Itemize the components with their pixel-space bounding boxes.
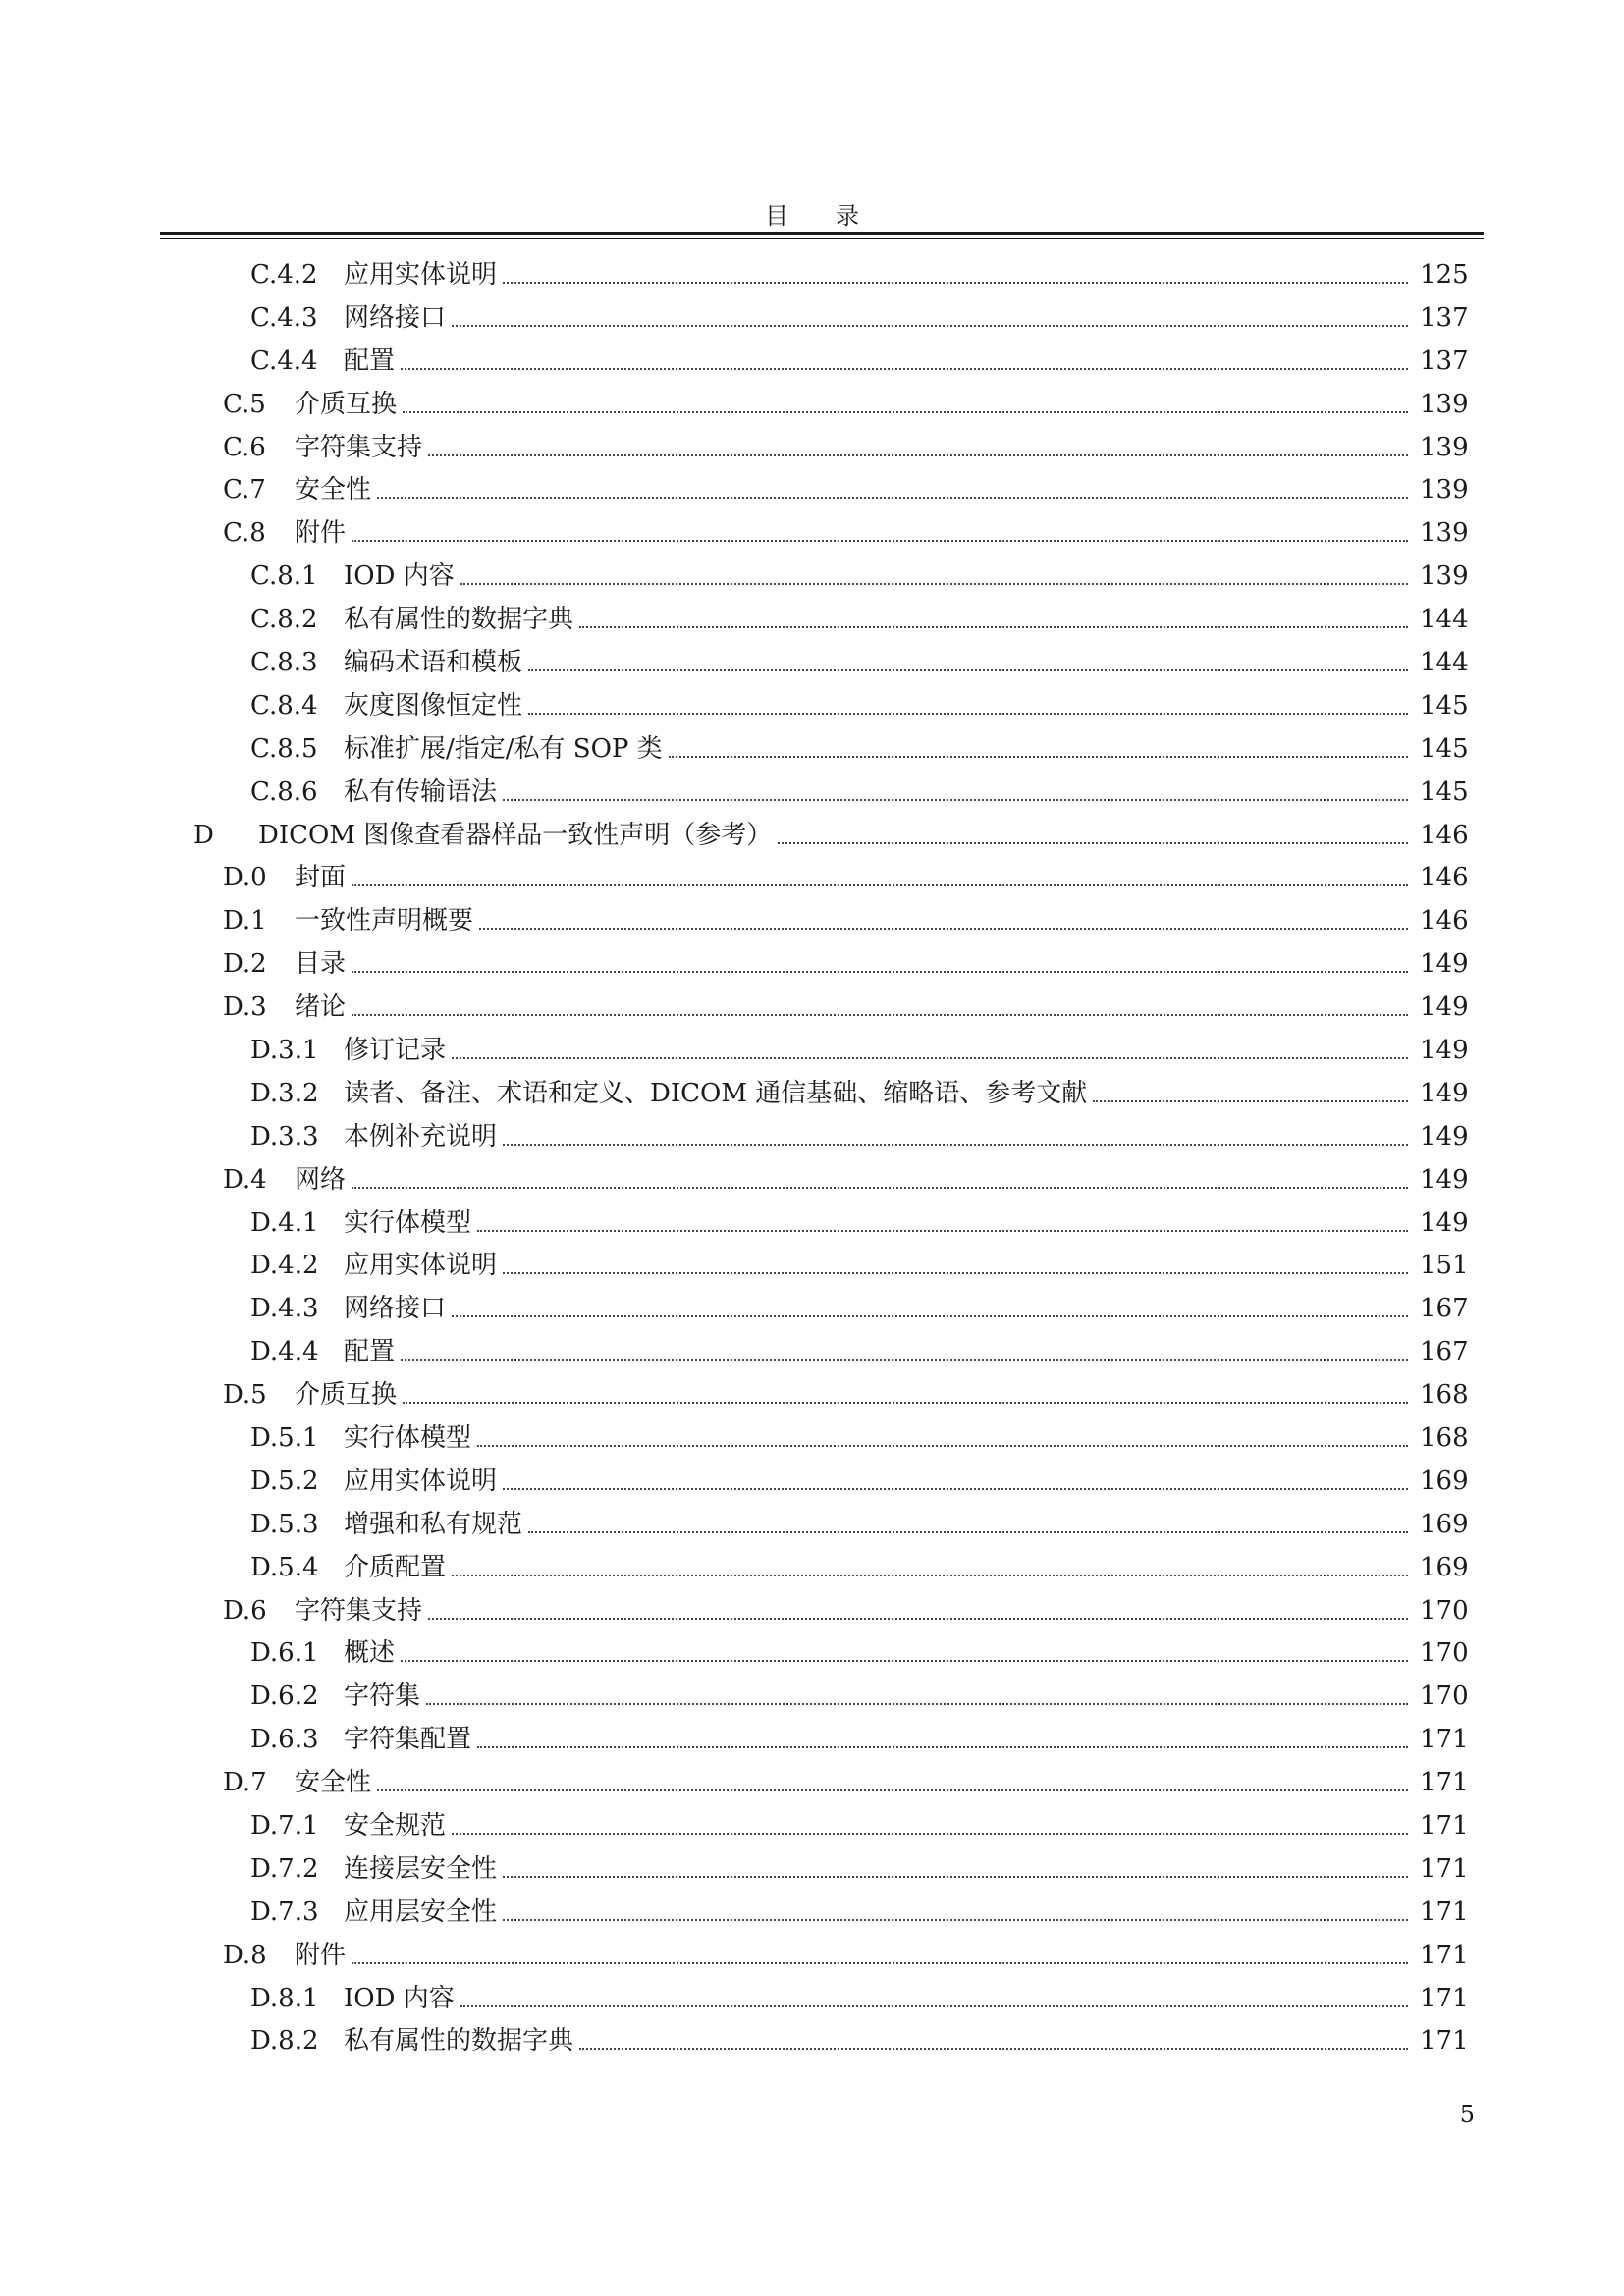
toc-entry-title: 实行体模型 — [344, 1422, 472, 1453]
toc-dot-leader — [503, 282, 1408, 284]
toc-entry-page: 171 — [1420, 1768, 1469, 1798]
toc-entry[interactable] — [0, 1632, 1624, 1676]
toc-dot-leader — [503, 1919, 1408, 1921]
toc-entry-page: 146 — [1420, 863, 1469, 893]
toc-dot-leader — [377, 1789, 1408, 1791]
toc-entry-page: 139 — [1420, 561, 1469, 592]
toc-entry-page: 169 — [1420, 1466, 1469, 1496]
toc-dot-leader — [401, 1359, 1408, 1361]
toc-entry-page: 139 — [1420, 518, 1469, 549]
toc-entry-page: 145 — [1420, 690, 1469, 721]
toc-dot-leader — [477, 1746, 1408, 1748]
toc-entry-page: 151 — [1420, 1251, 1469, 1281]
toc-dot-leader — [403, 411, 1408, 413]
toc-dot-leader — [579, 2048, 1408, 2050]
toc-entry[interactable] — [0, 1589, 1624, 1632]
toc-dot-leader — [460, 2005, 1408, 2007]
toc-entry-title: 附件 — [295, 1940, 347, 1970]
toc-entry-title: 增强和私有规范 — [344, 1509, 523, 1539]
toc-entry-page: 149 — [1420, 1164, 1469, 1195]
toc-entry-title: 介质互换 — [295, 1380, 398, 1411]
toc-entry-title: 安全性 — [295, 475, 372, 506]
toc-entry[interactable] — [0, 684, 1624, 727]
toc-entry-title: 一致性声明概要 — [295, 906, 474, 936]
toc-entry-number: D.0 — [223, 863, 267, 893]
toc-entry-number: D.1 — [223, 906, 267, 936]
toc-entry-page: 149 — [1420, 949, 1469, 980]
toc-entry[interactable] — [0, 1244, 1624, 1287]
toc-entry-number: D.5.4 — [250, 1552, 319, 1582]
toc-entry-title: 应用实体说明 — [344, 259, 498, 290]
toc-entry[interactable] — [0, 986, 1624, 1029]
toc-entry-number: C.6 — [223, 432, 266, 462]
toc-entry-page: 137 — [1420, 302, 1469, 333]
toc-entry-title: 介质互换 — [295, 389, 398, 419]
toc-entry[interactable] — [0, 1977, 1624, 2020]
toc-entry-number: C.8.3 — [250, 647, 318, 677]
toc-entry-page: 146 — [1420, 820, 1469, 850]
toc-entry-page: 139 — [1420, 475, 1469, 506]
toc-entry-title: 配置 — [344, 346, 396, 376]
toc-entry-page: 144 — [1420, 647, 1469, 677]
toc-entry[interactable] — [0, 1718, 1624, 1761]
toc-entry[interactable] — [0, 1416, 1624, 1460]
toc-dot-leader — [452, 1833, 1408, 1835]
header-title-char: 目 — [765, 202, 788, 230]
toc-dot-leader — [528, 713, 1408, 715]
toc-dot-leader — [352, 1962, 1408, 1964]
toc-entry-number: D.7.1 — [250, 1811, 319, 1841]
toc-entry[interactable] — [0, 296, 1624, 340]
toc-entry[interactable] — [0, 727, 1624, 771]
toc-entry-number: D.3.1 — [250, 1035, 319, 1065]
toc-entry-page: 144 — [1420, 605, 1469, 635]
toc-entry[interactable] — [0, 1804, 1624, 1847]
toc-entry-page: 145 — [1420, 776, 1469, 807]
toc-dot-leader — [377, 497, 1408, 499]
toc-dot-leader — [669, 756, 1408, 758]
toc-dot-leader — [460, 583, 1408, 585]
toc-entry-number: D.2 — [223, 949, 267, 980]
toc-entry-title: 私有属性的数据字典 — [344, 605, 574, 635]
toc-dot-leader — [428, 454, 1408, 456]
toc-entry[interactable] — [0, 1201, 1624, 1245]
header-title-char: 录 — [836, 202, 859, 230]
toc-dot-leader — [352, 884, 1408, 886]
toc-entry-number: C.7 — [223, 475, 266, 506]
toc-dot-leader — [401, 1660, 1408, 1662]
toc-entry-number: C.4.2 — [250, 259, 318, 290]
toc-dot-leader — [352, 1014, 1408, 1016]
toc-dot-leader — [452, 325, 1408, 327]
toc-dot-leader — [579, 626, 1408, 628]
toc-dot-leader — [401, 368, 1408, 370]
toc-entry[interactable] — [0, 1934, 1624, 1977]
toc-dot-leader — [352, 1187, 1408, 1189]
toc-entry[interactable] — [0, 856, 1624, 899]
toc-entry-title: 应用层安全性 — [344, 1896, 498, 1927]
toc-entry-number: C.5 — [223, 389, 266, 419]
toc-entry[interactable] — [0, 426, 1624, 469]
toc-entry-title: 应用实体说明 — [344, 1466, 498, 1496]
toc-dot-leader — [352, 971, 1408, 973]
toc-entry-page: 171 — [1420, 1725, 1469, 1755]
page-number: 5 — [1459, 2101, 1475, 2128]
toc-entry-number: D.6 — [223, 1595, 267, 1626]
toc-entry-number: C.8 — [223, 518, 266, 549]
toc-dot-leader — [426, 1703, 1408, 1705]
toc-entry-page: 149 — [1420, 1207, 1469, 1238]
toc-entry-page: 170 — [1420, 1638, 1469, 1669]
toc-entry-title: 连接层安全性 — [344, 1853, 498, 1884]
toc-dot-leader — [477, 1230, 1408, 1232]
toc-entry-title: 本例补充说明 — [344, 1121, 498, 1151]
toc-entry-page: 170 — [1420, 1682, 1469, 1712]
toc-entry-title: 字符集 — [344, 1682, 421, 1712]
toc-entry-title: 字符集配置 — [344, 1725, 472, 1755]
toc-entry[interactable] — [0, 1115, 1624, 1158]
toc-dot-leader — [477, 1445, 1408, 1447]
toc-entry-number: C.4.4 — [250, 346, 318, 376]
toc-entry-title: 读者、备注、术语和定义、DICOM 通信基础、缩略语、参考文献 — [344, 1078, 1088, 1108]
toc-dot-leader — [479, 928, 1408, 930]
toc-entry-number: D.8 — [223, 1940, 267, 1970]
toc-entry-page: 137 — [1420, 346, 1469, 376]
toc-entry-number: D.4.2 — [250, 1251, 319, 1281]
toc-entry[interactable] — [0, 340, 1624, 383]
toc-entry-page: 139 — [1420, 432, 1469, 462]
toc-entry-title: 网络 — [295, 1164, 347, 1195]
toc-entry-page: 145 — [1420, 733, 1469, 764]
toc-entry-title: 封面 — [295, 863, 347, 893]
toc-entry-page: 171 — [1420, 1940, 1469, 1970]
toc-entry-number: C.8.5 — [250, 733, 318, 764]
toc-dot-leader — [528, 669, 1408, 671]
table-of-contents — [0, 253, 1624, 2062]
toc-entry[interactable] — [0, 1675, 1624, 1718]
toc-entry-page: 149 — [1420, 1035, 1469, 1065]
toc-entry[interactable] — [0, 1460, 1624, 1503]
toc-entry[interactable] — [0, 899, 1624, 942]
toc-entry[interactable] — [0, 1503, 1624, 1546]
toc-entry[interactable] — [0, 468, 1624, 511]
toc-entry-number: C.8.4 — [250, 690, 318, 721]
toc-entry-number: D.6.3 — [250, 1725, 319, 1755]
toc-entry[interactable] — [0, 555, 1624, 598]
toc-entry[interactable] — [0, 1546, 1624, 1589]
toc-entry[interactable] — [0, 383, 1624, 426]
toc-entry-page: 171 — [1420, 2026, 1469, 2056]
toc-entry-title: 配置 — [344, 1337, 396, 1367]
toc-entry-title: 网络接口 — [344, 1294, 447, 1324]
toc-entry-title: 介质配置 — [344, 1552, 447, 1582]
toc-entry-page: 125 — [1420, 259, 1469, 290]
toc-entry-number: D.4 — [223, 1164, 267, 1195]
toc-dot-leader — [352, 540, 1408, 542]
toc-entry-number: C.8.2 — [250, 605, 318, 635]
toc-entry-title: 附件 — [295, 518, 347, 549]
toc-dot-leader — [778, 842, 1408, 844]
toc-entry-title: 私有属性的数据字典 — [344, 2026, 574, 2056]
toc-entry-title: 概述 — [344, 1638, 396, 1669]
toc-entry[interactable] — [0, 942, 1624, 986]
toc-entry-title: IOD 内容 — [344, 1983, 455, 2013]
toc-entry-title: IOD 内容 — [344, 561, 455, 592]
toc-entry-title: 私有传输语法 — [344, 776, 498, 807]
toc-entry-title: 灰度图像恒定性 — [344, 690, 523, 721]
toc-entry[interactable] — [0, 1847, 1624, 1891]
toc-entry-page: 146 — [1420, 906, 1469, 936]
toc-entry-number: D.5 — [223, 1380, 267, 1411]
toc-entry-title: 字符集支持 — [295, 432, 423, 462]
toc-entry-number: D.6.2 — [250, 1682, 319, 1712]
toc-entry-number: D.3 — [223, 992, 267, 1023]
toc-entry-title: 目录 — [295, 949, 347, 980]
toc-entry[interactable] — [0, 1029, 1624, 1072]
toc-entry-page: 171 — [1420, 1896, 1469, 1927]
toc-entry-page: 139 — [1420, 389, 1469, 419]
toc-dot-leader — [1093, 1100, 1408, 1102]
toc-entry-page: 169 — [1420, 1509, 1469, 1539]
toc-dot-leader — [452, 1575, 1408, 1576]
toc-entry-page: 169 — [1420, 1552, 1469, 1582]
toc-entry[interactable] — [0, 771, 1624, 814]
header-rule-thick — [160, 232, 1484, 235]
toc-entry[interactable] — [0, 1072, 1624, 1115]
toc-entry-title: 编码术语和模板 — [344, 647, 523, 677]
toc-entry[interactable] — [0, 253, 1624, 296]
toc-entry-title: 修订记录 — [344, 1035, 447, 1065]
toc-dot-leader — [503, 799, 1408, 801]
toc-entry[interactable] — [0, 1373, 1624, 1416]
toc-entry-title: 安全规范 — [344, 1811, 447, 1841]
toc-dot-leader — [452, 1057, 1408, 1059]
page-header-title — [0, 196, 1624, 231]
toc-entry-title: 安全性 — [295, 1768, 372, 1798]
toc-entry-number: D.3.3 — [250, 1121, 319, 1151]
toc-entry-number: D.4.1 — [250, 1207, 319, 1238]
toc-dot-leader — [403, 1402, 1408, 1404]
toc-entry-title: 字符集支持 — [295, 1595, 423, 1626]
toc-dot-leader — [528, 1531, 1408, 1533]
toc-entry-number: D.8.2 — [250, 2026, 319, 2056]
toc-entry-number: D.4.3 — [250, 1294, 319, 1324]
toc-entry-title: 标准扩展/指定/私有 SOP 类 — [344, 733, 663, 764]
toc-entry-number: D.6.1 — [250, 1638, 319, 1669]
toc-dot-leader — [428, 1618, 1408, 1620]
toc-entry-number: D.5.2 — [250, 1466, 319, 1496]
toc-dot-leader — [503, 1876, 1408, 1878]
toc-entry-number: C.4.3 — [250, 302, 318, 333]
toc-entry-number: D.8.1 — [250, 1983, 319, 2013]
toc-entry[interactable] — [0, 641, 1624, 684]
toc-entry[interactable] — [0, 598, 1624, 641]
toc-entry-number: C.8.6 — [250, 776, 318, 807]
toc-entry-number: D.5.1 — [250, 1422, 319, 1453]
toc-entry-page: 149 — [1420, 1121, 1469, 1151]
toc-entry-number: D.7.2 — [250, 1853, 319, 1884]
toc-entry-page: 168 — [1420, 1422, 1469, 1453]
toc-entry-page: 167 — [1420, 1294, 1469, 1324]
toc-entry[interactable] — [0, 1158, 1624, 1201]
toc-entry-title: DICOM 图像查看器样品一致性声明（参考） — [258, 820, 773, 850]
toc-entry-number: D.7.3 — [250, 1896, 319, 1927]
toc-dot-leader — [503, 1144, 1408, 1146]
toc-entry-number: D — [193, 820, 214, 850]
toc-entry-page: 171 — [1420, 1983, 1469, 2013]
toc-entry[interactable] — [0, 1891, 1624, 1934]
toc-entry-title: 应用实体说明 — [344, 1251, 498, 1281]
toc-entry-title: 实行体模型 — [344, 1207, 472, 1238]
toc-entry[interactable] — [0, 1287, 1624, 1330]
toc-entry[interactable] — [0, 511, 1624, 555]
toc-entry-page: 149 — [1420, 992, 1469, 1023]
toc-entry-page: 170 — [1420, 1595, 1469, 1626]
toc-entry-page: 171 — [1420, 1811, 1469, 1841]
toc-entry-page: 167 — [1420, 1337, 1469, 1367]
toc-entry[interactable] — [0, 1330, 1624, 1373]
toc-entry-title: 绪论 — [295, 992, 347, 1023]
toc-entry-page: 171 — [1420, 1853, 1469, 1884]
toc-entry-title: 网络接口 — [344, 302, 447, 333]
toc-dot-leader — [503, 1272, 1408, 1274]
toc-dot-leader — [503, 1488, 1408, 1490]
toc-dot-leader — [452, 1315, 1408, 1317]
toc-entry-number: D.7 — [223, 1768, 267, 1798]
toc-entry[interactable] — [0, 1761, 1624, 1804]
toc-entry-number: D.4.4 — [250, 1337, 319, 1367]
header-rule-thin — [160, 238, 1484, 239]
toc-entry-number: C.8.1 — [250, 561, 318, 592]
toc-entry-number: D.5.3 — [250, 1509, 319, 1539]
toc-entry[interactable] — [0, 2020, 1624, 2063]
toc-entry-page: 168 — [1420, 1380, 1469, 1411]
toc-entry-number: D.3.2 — [250, 1078, 319, 1108]
toc-entry-page: 149 — [1420, 1078, 1469, 1108]
toc-entry[interactable] — [0, 814, 1624, 857]
